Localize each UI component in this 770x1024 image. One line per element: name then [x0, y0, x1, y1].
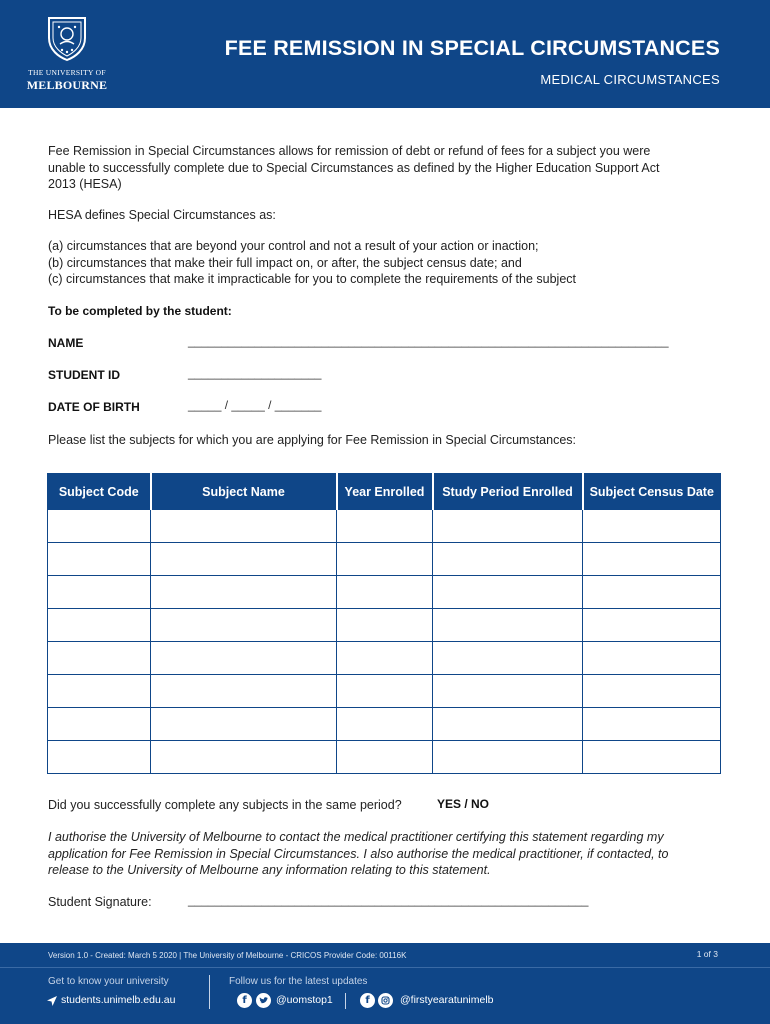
facebook-handle-link[interactable]: @firstyearatunimelb	[400, 994, 494, 1006]
date-of-birth-field[interactable]: _____ / _____ / _______	[188, 398, 322, 412]
name-field[interactable]: ________________________________________________________________________	[188, 334, 669, 348]
cell-subject-code[interactable]	[48, 576, 151, 609]
cell-subject-code[interactable]	[48, 675, 151, 708]
cell-subject-code[interactable]	[48, 741, 151, 774]
social-separator	[345, 993, 346, 1009]
signature-label: Student Signature:	[48, 895, 152, 909]
cell-subject-name[interactable]	[151, 510, 337, 543]
cell-subject-name[interactable]	[151, 609, 337, 642]
authorisation-statement: I authorise the University of Melbourne to contact the medical practitioner certifying this statement regarding my application for Fee Remission in Special Circumstances. I also authorise the medical practitioner, if contacted, to release to the University of Melbourne any information relating to this statement.	[48, 830, 669, 877]
page-number: 1 of 3	[696, 949, 718, 959]
document-subtitle: MEDICAL CIRCUMSTANCES	[540, 72, 720, 87]
subjects-table	[47, 473, 721, 774]
intro-paragraph: Fee Remission in Special Circumstances allows for remission of debt or refund of fees for a subject you were unable to successfully complete due to Special Circumstances as defined by the Higher Education Support Act 2013 (HESA)	[48, 144, 660, 191]
cell-census-date[interactable]	[583, 576, 721, 609]
student-id-field[interactable]: ____________________	[188, 366, 322, 380]
cell-study-period[interactable]	[433, 642, 583, 675]
instagram-icon[interactable]	[378, 993, 393, 1008]
cell-year-enrolled[interactable]	[337, 609, 433, 642]
cell-subject-code[interactable]	[48, 609, 151, 642]
subjects-table-body	[48, 510, 721, 774]
cell-census-date[interactable]	[583, 642, 721, 675]
crest-icon	[43, 14, 91, 62]
column-header-study-period: Study Period Enrolled	[433, 474, 583, 510]
cell-study-period[interactable]	[433, 543, 583, 576]
column-header-census-date: Subject Census Date	[583, 474, 721, 510]
university-logo[interactable]	[24, 14, 110, 96]
header-banner	[0, 0, 770, 108]
column-header-subject-name: Subject Name	[151, 474, 337, 510]
table-row	[48, 708, 721, 741]
cell-subject-code[interactable]	[48, 642, 151, 675]
student-section-heading: To be completed by the student:	[48, 304, 232, 318]
cell-census-date[interactable]	[583, 741, 721, 774]
completion-question: Did you successfully complete any subjects in the same period?	[48, 798, 402, 812]
cell-study-period[interactable]	[433, 510, 583, 543]
subjects-instruction: Please list the subjects for which you are applying for Fee Remission in Special Circumstances:	[48, 433, 577, 447]
cell-study-period[interactable]	[433, 576, 583, 609]
criteria-item-a: (a) circumstances that are beyond your control and not a result of your action or inaction;	[48, 239, 539, 253]
cell-year-enrolled[interactable]	[337, 543, 433, 576]
twitter-icon[interactable]	[256, 993, 271, 1008]
cell-subject-name[interactable]	[151, 708, 337, 741]
column-header-subject-code: Subject Code	[48, 474, 151, 510]
follow-us-label: Follow us for the latest updates	[229, 976, 368, 987]
version-info: Version 1.0 - Created: March 5 2020 | The University of Melbourne - CRICOS Provider Code: 00116K	[48, 951, 407, 960]
student-id-label: STUDENT ID	[48, 368, 120, 382]
criteria-item-b: (b) circumstances that make their full impact on, or after, the subject census date; and	[48, 256, 522, 270]
table-row	[48, 675, 721, 708]
cell-year-enrolled[interactable]	[337, 576, 433, 609]
table-row	[48, 543, 721, 576]
date-of-birth-label: DATE OF BIRTH	[48, 400, 140, 414]
cell-year-enrolled[interactable]	[337, 510, 433, 543]
column-header-year-enrolled: Year Enrolled	[337, 474, 433, 510]
cell-year-enrolled[interactable]	[337, 642, 433, 675]
cell-census-date[interactable]	[583, 510, 721, 543]
cell-census-date[interactable]	[583, 609, 721, 642]
facebook-icon[interactable]: f	[237, 993, 252, 1008]
cell-study-period[interactable]	[433, 609, 583, 642]
cell-study-period[interactable]	[433, 708, 583, 741]
table-row	[48, 576, 721, 609]
table-row	[48, 741, 721, 774]
table-header-row	[48, 474, 721, 510]
twitter-handle-link[interactable]: @uomstop1	[276, 994, 333, 1006]
location-arrow-icon	[47, 996, 57, 1006]
cell-census-date[interactable]	[583, 675, 721, 708]
table-row	[48, 642, 721, 675]
cell-study-period[interactable]	[433, 741, 583, 774]
cell-subject-name[interactable]	[151, 543, 337, 576]
cell-subject-name[interactable]	[151, 675, 337, 708]
footer-banner	[0, 943, 770, 1024]
document-title: FEE REMISSION IN SPECIAL CIRCUMSTANCES	[224, 36, 720, 60]
logo-university-of: THE UNIVERSITY OF	[28, 68, 106, 77]
cell-subject-name[interactable]	[151, 741, 337, 774]
yes-no-options[interactable]: YES / NO	[437, 797, 490, 811]
footer-separator	[209, 975, 210, 1009]
hesa-definition-heading: HESA defines Special Circumstances as:	[48, 208, 276, 222]
criteria-item-c: (c) circumstances that make it impracticable for you to complete the requirements of the subject	[48, 272, 577, 286]
facebook-icon[interactable]: f	[360, 993, 375, 1008]
name-label: NAME	[48, 336, 84, 350]
table-row	[48, 609, 721, 642]
website-link[interactable]: students.unimelb.edu.au	[61, 994, 176, 1006]
cell-census-date[interactable]	[583, 708, 721, 741]
cell-year-enrolled[interactable]	[337, 741, 433, 774]
cell-census-date[interactable]	[583, 543, 721, 576]
cell-study-period[interactable]	[433, 675, 583, 708]
table-row	[48, 510, 721, 543]
cell-subject-name[interactable]	[151, 576, 337, 609]
cell-subject-name[interactable]	[151, 642, 337, 675]
cell-subject-code[interactable]	[48, 708, 151, 741]
cell-subject-code[interactable]	[48, 543, 151, 576]
cell-subject-code[interactable]	[48, 510, 151, 543]
signature-field[interactable]: ____________________________________________________________	[188, 893, 589, 907]
logo-melbourne: MELBOURNE	[26, 78, 108, 92]
footer-divider	[0, 967, 770, 968]
cell-year-enrolled[interactable]	[337, 708, 433, 741]
know-university-label: Get to know your university	[48, 976, 169, 987]
cell-year-enrolled[interactable]	[337, 675, 433, 708]
